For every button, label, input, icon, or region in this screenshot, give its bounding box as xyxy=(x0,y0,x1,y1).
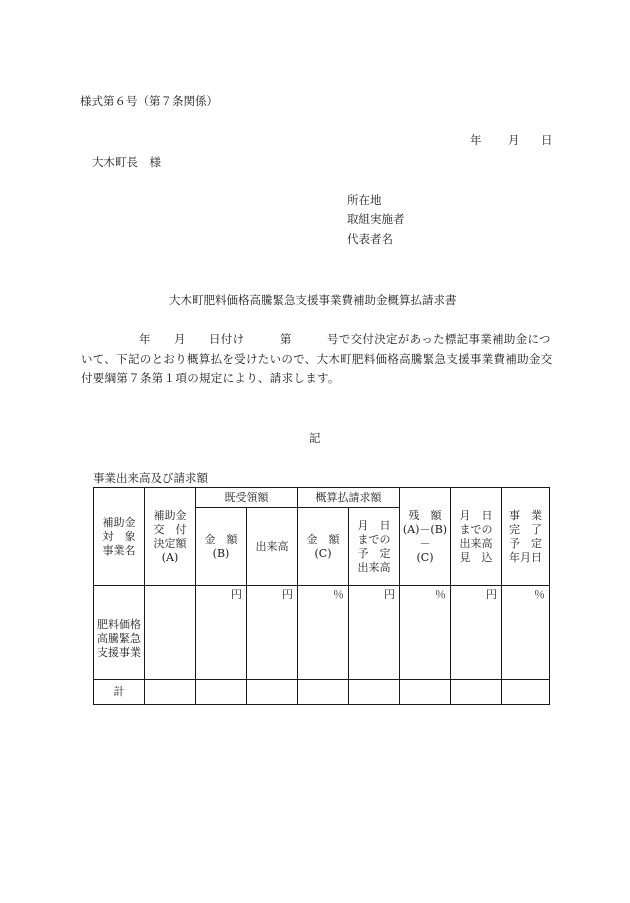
forecast-cell: 円 xyxy=(451,586,502,680)
address-label: 所在地 xyxy=(347,193,382,207)
total-advance-amount-cell xyxy=(298,680,349,705)
balance-cell: ％ xyxy=(400,586,451,680)
header-forecast: 月 日 までの 出来高 見 込 xyxy=(451,488,502,586)
date-day-label: 日 xyxy=(541,133,553,147)
header-advance-group: 概算払請求額 xyxy=(298,488,400,508)
header-completion: 事 業 完 了 予 定 年月日 xyxy=(502,488,550,586)
document-title: 大木町肥料価格高騰緊急支援事業費補助金概算払請求書 xyxy=(169,293,457,307)
advance-amount-cell: ％ xyxy=(298,586,349,680)
body-date-suffix: 日付け xyxy=(209,332,245,346)
progress-table xyxy=(93,487,550,705)
implementer-label: 取組実施者 xyxy=(347,212,405,226)
date-month-label: 月 xyxy=(508,133,520,147)
body-year: 年 xyxy=(139,332,151,346)
total-decision-cell xyxy=(145,680,196,705)
header-received-group: 既受領額 xyxy=(196,488,298,508)
completion-cell: ％ xyxy=(502,586,550,680)
total-completion-cell xyxy=(502,680,550,705)
header-received-progress: 出来高 xyxy=(247,508,298,586)
received-progress-cell: 円 xyxy=(247,586,298,680)
form-number: 様式第６号（第７条関係） xyxy=(80,94,218,108)
header-advance-progress: 月 日 までの 予 定 出来高 xyxy=(349,508,400,586)
header-decision-amount: 補助金 交 付 決定額 (A) xyxy=(145,488,196,586)
body-line1-rest: 号で交付決定があった標記事業補助金につ xyxy=(327,332,551,346)
body-line3: 付要綱第７条第１項の規定により、請求します。 xyxy=(81,371,340,385)
date-year-label: 年 xyxy=(470,133,482,147)
header-received-amount: 金 額 (B) xyxy=(196,508,247,586)
total-received-amount-cell xyxy=(196,680,247,705)
total-received-progress-cell xyxy=(247,680,298,705)
total-advance-progress-cell xyxy=(349,680,400,705)
table-caption: 事業出来高及び請求額 xyxy=(93,471,208,485)
total-label: 計 xyxy=(94,680,145,705)
header-advance-amount: 金 額 (C) xyxy=(298,508,349,586)
project-name-cell: 肥料価格 高騰緊急 支援事業 xyxy=(94,586,145,680)
body-line2: いて、下記のとおり概算払を受けたいので、大木町肥料価格高騰緊急支援事業費補助金交 xyxy=(81,352,553,366)
advance-progress-cell: 円 xyxy=(349,586,400,680)
decision-amount-cell xyxy=(145,586,196,680)
body-month: 月 xyxy=(174,332,186,346)
received-amount-cell: 円 xyxy=(196,586,247,680)
header-target-project: 補助金 対 象 事業名 xyxy=(94,488,145,586)
body-dai: 第 xyxy=(280,332,292,346)
representative-label: 代表者名 xyxy=(347,232,393,246)
addressee: 大木町長 様 xyxy=(92,155,161,169)
header-balance: 残 額 (A)－(B)－ (C) xyxy=(400,488,451,586)
total-forecast-cell xyxy=(451,680,502,705)
ki-mark: 記 xyxy=(309,431,321,445)
total-balance-cell xyxy=(400,680,451,705)
